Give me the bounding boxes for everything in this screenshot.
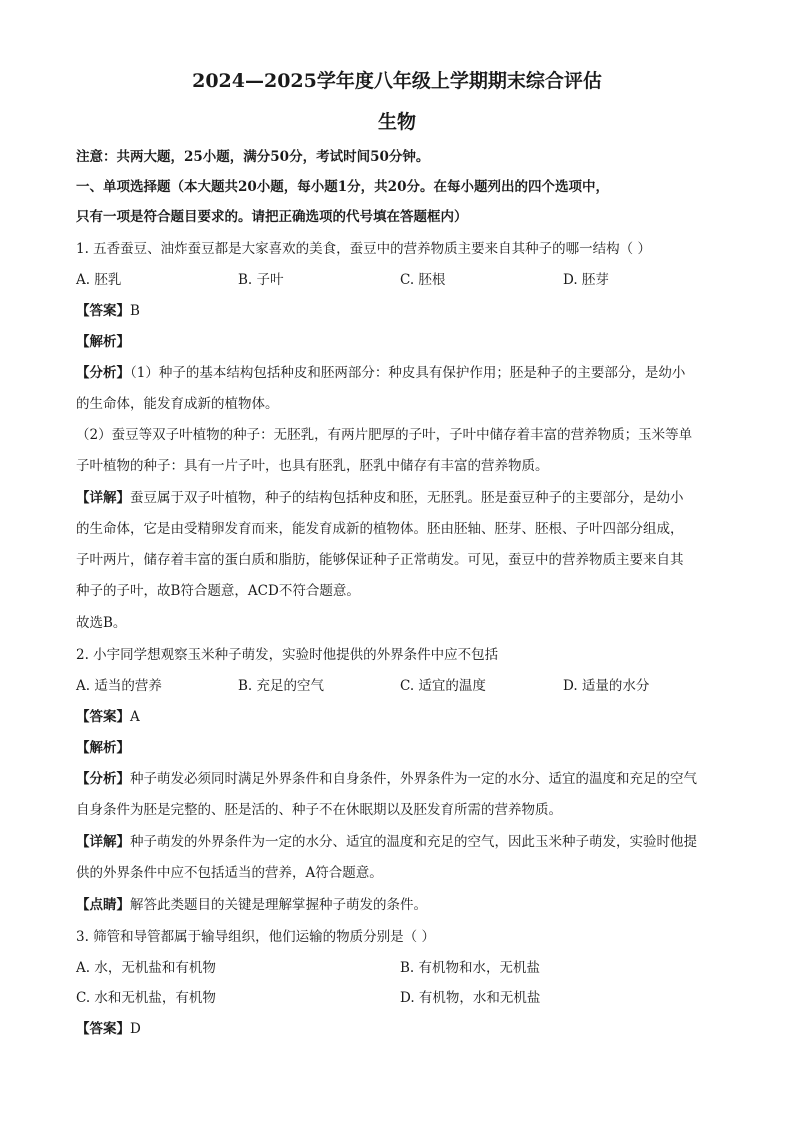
question-2-answer (76, 708, 140, 726)
subject-title: 生物 (377, 111, 416, 133)
tip-tag: 【点睛】 (76, 897, 130, 913)
question-2-tip (76, 896, 427, 914)
question-1-fenxi-line-4: 子叶植物的种子：具有一片子叶，也具有胚乳，胚乳中储存有丰富的营养物质。 (76, 458, 549, 474)
question-2-option-b: B. 充足的空气 (238, 678, 325, 694)
question-1-detail-line-4: 种子的子叶，故B符合题意，ACD不符合题意。 (76, 583, 360, 599)
question-2-stem: 2. 小宇同学想观察玉米种子萌发，实验时他提供的外界条件中应不包括 (76, 647, 499, 663)
question-2-fenxi-line-1 (76, 770, 697, 788)
fenxi-text: 种子萌发必须同时满足外界条件和自身条件，外界条件为一定的水分、适宜的温度和充足的空气 (130, 771, 697, 787)
answer-tag: 【答案】 (76, 1021, 130, 1037)
question-3-option-a: A. 水，无机盐和有机物 (76, 960, 216, 976)
section-heading-line-2: 只有一项是符合题目要求的。请把正确选项的代号填在答题框内） (76, 209, 468, 225)
question-1-detail-line-3: 子叶两片，储存着丰富的蛋白质和脂肪，能够保证种子正常萌发。可见，蚕豆中的营养物质主要来自其 (76, 552, 684, 568)
exam-title: 2024—2025学年度八年级上学期期末综合评估 (192, 70, 602, 92)
question-1-option-c: C. 胚根 (400, 272, 446, 288)
tip-text: 解答此类题目的关键是理解掌握种子萌发的条件。 (130, 897, 427, 913)
fenxi-tag: 【分析】 (76, 365, 130, 381)
question-1-option-b: B. 子叶 (238, 272, 284, 288)
exam-notice: 注意：共两大题，25小题，满分50分，考试时间50分钟。 (76, 149, 430, 165)
question-2-option-a: A. 适当的营养 (76, 678, 162, 694)
detail-tag: 【详解】 (76, 834, 130, 850)
question-1-answer (76, 302, 140, 320)
question-2-option-d: D. 适量的水分 (563, 678, 650, 694)
question-1-fenxi-line-2: 的生命体，能发育成新的植物体。 (76, 396, 279, 412)
question-2-detail-line-1 (76, 833, 697, 851)
detail-tag: 【详解】 (76, 490, 130, 506)
question-1-analysis-tag: 【解析】 (76, 334, 130, 350)
fenxi-tag: 【分析】 (76, 771, 130, 787)
question-2-option-c: C. 适宜的温度 (400, 678, 486, 694)
question-1-detail-line-5: 故选B。 (76, 615, 127, 631)
detail-text: 种子萌发的外界条件为一定的水分、适宜的温度和充足的空气，因此玉米种子萌发，实验时他提 (130, 834, 697, 850)
question-1-fenxi-line-3: （2）蚕豆等双子叶植物的种子：无胚乳，有两片肥厚的子叶，子叶中储存着丰富的营养物质；玉米等单 (76, 427, 693, 443)
question-1-detail-line-1 (76, 489, 684, 507)
question-3-option-c: C. 水和无机盐，有机物 (76, 990, 216, 1006)
question-3-option-b: B. 有机物和水，无机盐 (400, 960, 541, 976)
detail-text: 蚕豆属于双子叶植物，种子的结构包括种皮和胚，无胚乳。胚是蚕豆种子的主要部分，是幼小 (130, 490, 684, 506)
question-1-option-d: D. 胚芽 (563, 272, 609, 288)
answer-value: B (130, 303, 140, 319)
question-1-stem: 1. 五香蚕豆、油炸蚕豆都是大家喜欢的美食，蚕豆中的营养物质主要来自其种子的哪一结构（ ） (76, 241, 651, 257)
question-1-detail-line-2: 的生命体，它是由受精卵发育而来，能发育成新的植物体。胚由胚轴、胚芽、胚根、子叶四部分组成， (76, 521, 684, 537)
question-2-analysis-tag: 【解析】 (76, 740, 130, 756)
answer-tag: 【答案】 (76, 709, 130, 725)
question-2-detail-line-2: 供的外界条件中应不包括适当的营养，A符合题意。 (76, 865, 383, 881)
question-1-fenxi-line-1 (76, 364, 685, 382)
question-2-fenxi-line-2: 自身条件为胚是完整的、胚是活的、种子不在休眠期以及胚发育所需的营养物质。 (76, 802, 562, 818)
question-1-option-a: A. 胚乳 (76, 272, 122, 288)
fenxi-text: （1）种子的基本结构包括种皮和胚两部分：种皮具有保护作用；胚是种子的主要部分，是幼小 (130, 365, 686, 381)
question-3-answer (76, 1020, 141, 1038)
answer-value: A (130, 709, 140, 725)
answer-value: D (130, 1021, 141, 1037)
answer-tag: 【答案】 (76, 303, 130, 319)
question-3-option-d: D. 有机物，水和无机盐 (400, 990, 541, 1006)
section-heading-line-1: 一、单项选择题（本大题共20小题，每小题1分，共20分。在每小题列出的四个选项中， (76, 179, 609, 195)
question-3-stem: 3. 筛管和导管都属于输导组织，他们运输的物质分别是（ ） (76, 929, 435, 945)
